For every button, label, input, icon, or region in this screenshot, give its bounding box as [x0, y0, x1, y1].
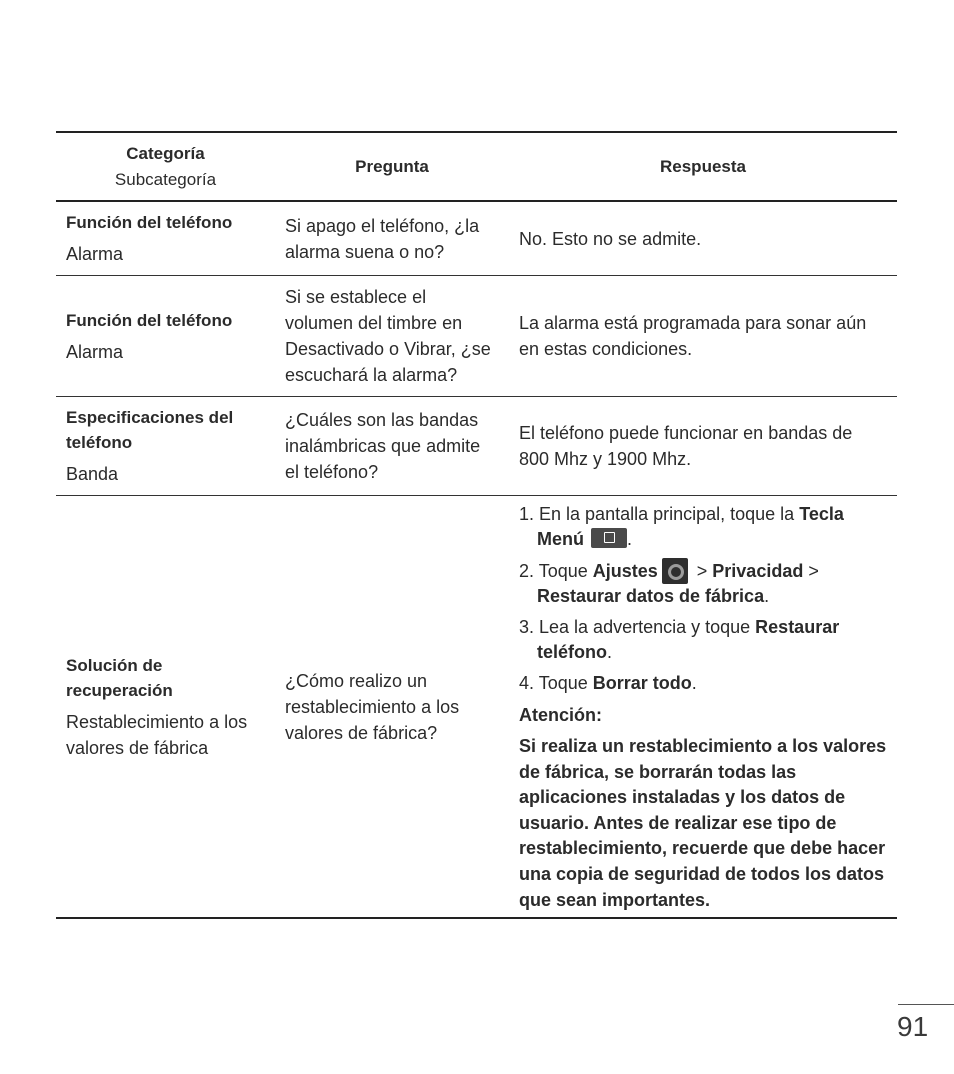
step-4-end: .: [691, 673, 697, 693]
step-1: [519, 502, 887, 552]
step-2-factory-reset: Restaurar datos de fábrica: [537, 586, 765, 606]
row-answer: El teléfono puede funcionar en bandas de 800 Mhz y 1900 Mhz.: [519, 423, 853, 469]
row-answer: [509, 496, 897, 919]
step-2: [519, 558, 887, 609]
step-4: [519, 671, 887, 696]
row-question: ¿Cómo realizo un restablecimiento a los valores de fábrica?: [285, 670, 460, 743]
reset-steps: [519, 502, 887, 696]
row-question: Si se establece el volumen del timbre en Desactivado o Vibrar, ¿se escuchará la alarma?: [285, 287, 491, 385]
step-3-restore-phone: Restaurar teléfono: [537, 617, 840, 662]
step-3-end: .: [607, 642, 613, 662]
page-number: 91: [897, 1011, 929, 1042]
row-category: Función del teléfono: [66, 213, 233, 232]
attention-title: Atención:: [519, 705, 602, 725]
step-4-erase-all: Borrar todo: [592, 673, 692, 693]
menu-key-icon: [591, 528, 627, 548]
settings-gear-icon: [662, 558, 688, 584]
row-answer: La alarma está programada para sonar aún en estas condiciones.: [519, 313, 867, 359]
row-category: Solución de recuperación: [66, 655, 173, 700]
header-subcategory-label: Subcategoría: [114, 169, 217, 189]
step-2-end: .: [764, 586, 770, 606]
step-1-menu-key: Tecla Menú: [537, 504, 844, 549]
table-row: [56, 397, 897, 496]
table-row: [56, 201, 897, 276]
step-2-sep: >: [803, 561, 819, 581]
attention-body: Si realiza un restablecimiento a los valores de fábrica, se borrarán todas las aplicaciones instaladas y los datos de usuario. Antes de realizar ese tipo de restablecimiento, recuerde que debe hacer una copia de seguridad de todos los datos que sean importantes.: [519, 736, 887, 910]
table-header: [56, 132, 897, 201]
row-subcategory: Restablecimiento a los valores de fábrica: [66, 711, 248, 758]
row-answer: No. Esto no se admite.: [519, 228, 702, 249]
step-2-settings: Ajustes: [592, 561, 658, 581]
row-category: Función del teléfono: [66, 310, 233, 330]
table-row: [56, 276, 897, 397]
row-category-cell: [56, 496, 275, 919]
header-question: Pregunta: [355, 156, 429, 176]
header-category: [56, 132, 275, 201]
header-answer: Respuesta: [660, 156, 746, 176]
row-question: Si apago el teléfono, ¿la alarma suena o no?: [285, 215, 480, 262]
step-4-text: 4. Toque: [519, 673, 593, 693]
step-2-privacy: Privacidad: [712, 561, 804, 581]
faq-table: [56, 131, 897, 919]
step-2-sep: >: [691, 561, 713, 581]
row-question: ¿Cuáles son las bandas inalámbricas que admite el teléfono?: [285, 410, 481, 482]
header-category-label: Categoría: [126, 143, 205, 163]
row-subcategory: Alarma: [66, 244, 124, 264]
row-category-cell: [56, 276, 275, 397]
row-category: Especificaciones del teléfono: [66, 408, 234, 452]
step-1-end: .: [627, 529, 633, 549]
row-subcategory: Banda: [66, 464, 119, 484]
header-row: [56, 132, 897, 201]
row-category-cell: [56, 201, 275, 276]
row-category-cell: [56, 397, 275, 496]
step-3-text: 3. Lea la advertencia y toque: [519, 617, 756, 637]
step-3: [519, 615, 887, 665]
table-row: [56, 496, 897, 919]
step-2-text: 2. Toque: [519, 561, 593, 581]
page-number-rule: [898, 1004, 954, 1005]
step-1-text: 1. En la pantalla principal, toque la: [519, 504, 800, 524]
row-subcategory: Alarma: [66, 341, 124, 362]
